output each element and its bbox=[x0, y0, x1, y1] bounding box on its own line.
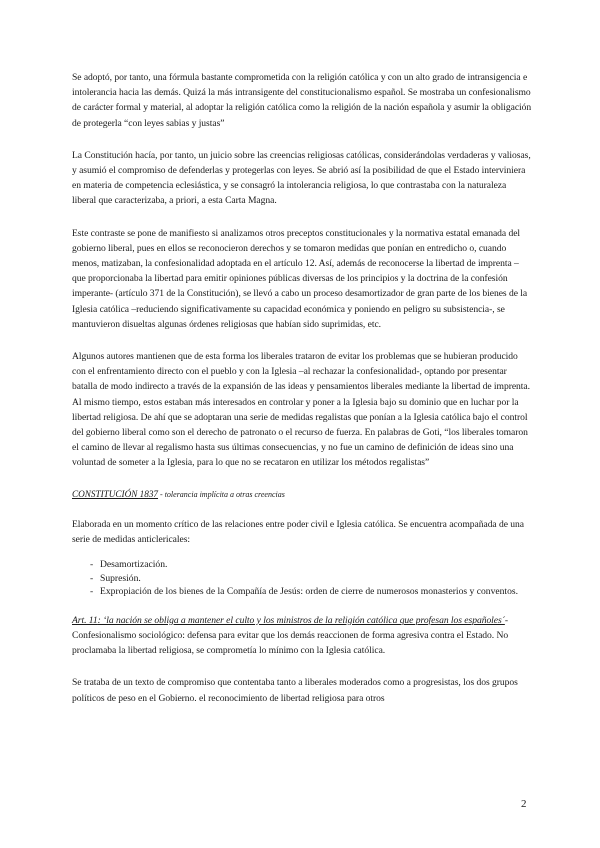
paragraph-3: Este contraste se pone de manifiesto si analizamos otros preceptos constitucionales y la normativa estatal emanada del gobierno liberal, pues en ellos se reconocieron derechos y se tomaron medidas que ponían en entredicho o, cuando menos, matizaban, la confesionalidad adoptada en el artículo 12. Así, además de reconocerse la libertad de imprenta –que proporcionaba la libertad para emitir opiniones públicas diversas de los principios y la doctrina de la confesión imperante- (artículo 371 de la Constitución), se llevó a cabo un proceso desamortizador de gran parte de los bienes de la Iglesia católica –reduciendo significativamente su capacidad económica y poniendo en peligro su subsistencia-, se mantuvieron disueltas algunas órdenes religiosas que habían sido suprimidas, etc. bbox=[72, 227, 528, 330]
paragraph-6-text: - Confesionalismo sociológico: defensa para evitar que los demás reaccionen de forma agresiva contra el Estado. No proclamaba la libertad religiosa, se comprometía lo mínimo con la Iglesia católica. bbox=[72, 614, 509, 657]
list-item: - Desamortización. bbox=[72, 558, 532, 572]
section-heading bbox=[72, 488, 532, 501]
section-subtitle: - tolerancia implícita a otras creencias bbox=[158, 489, 285, 499]
page-number: 2 bbox=[521, 798, 527, 810]
list-item: - Supresión. bbox=[72, 572, 532, 586]
list-item: - Expropiación de los bienes de la Compañía de Jesús: orden de cierre de numerosos monasterios y conventos. bbox=[72, 585, 532, 599]
document-page bbox=[72, 70, 532, 723]
article-quote: : ‘la nación se obliga a mantener el culto y los ministros de la religión católica que profesan los españoles´ bbox=[97, 614, 505, 626]
paragraph-6 bbox=[72, 613, 532, 659]
article-label: Art. 11 bbox=[72, 614, 98, 626]
paragraph-7: Se trataba de un texto de compromiso que contentaba tanto a liberales moderados como a progresistas, los dos grupos políticos de peso en el Gobierno. el reconocimiento de libertad religiosa para otros bbox=[72, 677, 518, 704]
paragraph-1: Se adoptó, por tanto, una fórmula bastante comprometida con la religión católica y con un alto grado de intransigencia e intolerancia hacia las demás. Quizá la más intransigente del constitucionalismo español. Se mostraba un confesionalismo de carácter formal y material, al adoptar la religión católica como la religión de la nación española y asumir la obligación de protegerla “con leyes sabias y justas” bbox=[72, 72, 532, 129]
measures-list bbox=[72, 558, 532, 599]
paragraph-2: La Constitución hacía, por tanto, un juicio sobre las creencias religiosas católicas, considerándolas verdaderas y valiosas, y asumió el compromiso de defenderlas y protegerlas con leyes. Se abrió así la posibilidad de que el Estado interviniera en materia de competencia eclesiástica, y se consagró la intolerancia religiosa, lo que contrastaba con la naturaleza liberal que caracterizaba, a priori, a esta Carta Magna. bbox=[72, 149, 531, 207]
paragraph-4: Algunos autores mantienen que de esta forma los liberales trataron de evitar los problemas que se hubieran producido con el enfrentamiento directo con el pueblo y con la Iglesia –al rechazar la confesionalidad-, optando por presentar batalla de modo indirecto a través de la expansión de las ideas y pensamientos liberales mediante la libertad de imprenta. Al mismo tiempo, estos estaban más interesados en controlar y poner a la Iglesia bajo su dominio que en luchar por la libertad religiosa. De ahí que se adoptaran una serie de medidas regalistas que ponían a la Iglesia católica bajo el control del gobierno liberal como son el derecho de patronato o el recurso de fuerza. En palabras de Goti, “los liberales tomaron el camino de llevar al regalismo hasta sus últimas consecuencias, y no fue un camino de definición de ideas sino una voluntad de someter a la Iglesia, para lo que no se recataron en utilizar los métodos regalistas” bbox=[72, 351, 530, 469]
paragraph-5: Elaborada en un momento crítico de las relaciones entre poder civil e Iglesia católica. Se encuentra acompañada de una serie de medidas anticlericales: bbox=[72, 518, 524, 545]
section-title: CONSTITUCIÓN 1837 bbox=[72, 488, 159, 499]
